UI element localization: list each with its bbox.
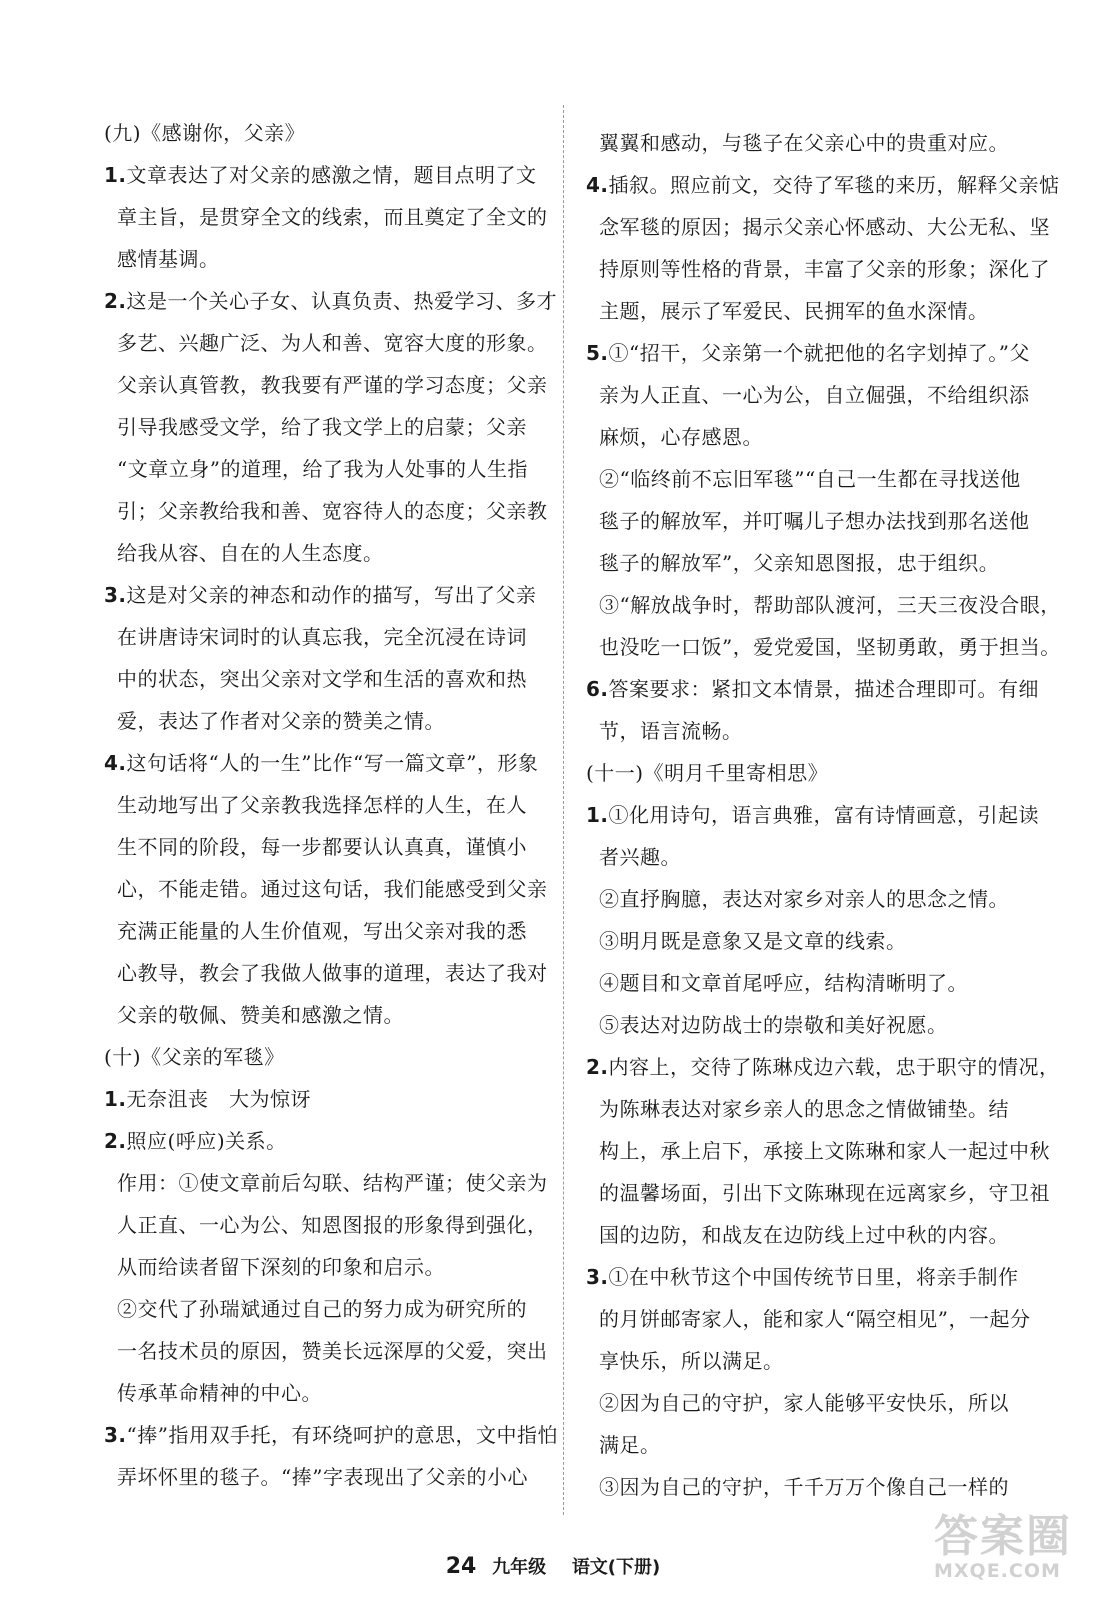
line-text: 充满正能量的人生价值观，写出父亲对我的悉: [117, 919, 527, 943]
text-line: [586, 1466, 1032, 1508]
text-line: [104, 196, 548, 238]
text-line: [104, 448, 542, 490]
text-line: [586, 794, 1040, 836]
text-line: [586, 710, 1032, 752]
text-line: [586, 122, 1032, 164]
text-line: [104, 700, 542, 742]
line-text: 念军毯的原因；揭示父亲心怀感动、大公无私、坚: [599, 215, 1050, 239]
text-line: [586, 836, 1032, 878]
text-line: [104, 280, 558, 322]
line-text: 的月饼邮寄家人，能和家人“隔空相见”，一起分: [599, 1307, 1031, 1331]
line-text: 者兴趣。: [599, 845, 681, 869]
text-line: [586, 1424, 1032, 1466]
text-line: [586, 416, 1032, 458]
grade-label: 九年级: [492, 1557, 547, 1578]
line-text: “文章立身”的道理，给了我为人处事的人生指: [117, 457, 528, 481]
line-text: 满足。: [599, 1433, 661, 1457]
text-line: [104, 1036, 542, 1078]
line-text: 传承革命精神的中心。: [117, 1381, 322, 1405]
text-line: [586, 1004, 1032, 1046]
line-text: 照应(呼应)关系。: [126, 1129, 287, 1153]
line-text: (十一)《明月千里寄相思》: [586, 761, 829, 785]
line-text: 爱，表达了作者对父亲的赞美之情。: [117, 709, 445, 733]
left-column: [104, 112, 558, 1498]
text-line: [586, 626, 1061, 668]
line-text: ②直抒胸臆，表达对家乡对亲人的思念之情。: [599, 887, 1009, 911]
line-text: 人正直、一心为公、知恩图报的形象得到强化，: [117, 1213, 548, 1237]
line-text: 答案要求：紧扣文本情景，描述合理即可。有细: [608, 677, 1040, 701]
text-line: [586, 1298, 1032, 1340]
text-line: [104, 1078, 542, 1120]
line-text: 感情基调。: [117, 247, 220, 271]
line-text: 国的边防，和战友在边防线上过中秋的内容。: [599, 1223, 1009, 1247]
item-number: 3.: [104, 1423, 127, 1447]
text-line: [104, 658, 542, 700]
text-line: [586, 962, 1032, 1004]
line-text: 毯子的解放军，并叮嘱儿子想办法找到那名送他: [599, 509, 1030, 533]
text-line: [586, 164, 1060, 206]
text-line: [104, 490, 548, 532]
text-line: [104, 910, 542, 952]
line-text: 文章表达了对父亲的感激之情，题目点明了文: [126, 163, 537, 187]
text-line: [586, 1340, 1032, 1382]
watermark-logo: [934, 1511, 1084, 1584]
line-text: ③“解放战争时，帮助部队渡河，三天三夜没合眼，: [599, 593, 1061, 617]
line-text: 亲为人正直、一心为公，自立倔强，不给组织添: [599, 383, 1030, 407]
text-line: [586, 1382, 1032, 1424]
line-text: 翼翼和感动，与毯子在父亲心中的贵重对应。: [599, 131, 1009, 155]
text-line: [586, 1130, 1050, 1172]
text-line: [104, 952, 548, 994]
text-line: [104, 1330, 548, 1372]
line-text: 持原则等性格的背景，丰富了父亲的形象；深化了: [599, 257, 1050, 281]
text-line: [104, 1456, 542, 1498]
line-text: ②“临终前不忘旧军毯”“自己一生都在寻找送他: [599, 467, 1021, 491]
text-line: [586, 332, 1032, 374]
item-number: 6.: [586, 677, 609, 701]
line-text: 父亲的敬佩、赞美和感激之情。: [117, 1003, 404, 1027]
text-line: [586, 1214, 1032, 1256]
right-column: [586, 122, 1061, 1508]
line-text: 在讲唐诗宋词时的认真忘我，完全沉浸在诗词: [117, 625, 527, 649]
subject-label: 语文(下册): [571, 1557, 661, 1578]
line-text: 的温馨场面，引出下文陈琳现在远离家乡，守卫祖: [599, 1181, 1050, 1205]
line-text: 为陈琳表达对家乡亲人的思念之情做铺垫。结: [599, 1097, 1009, 1121]
line-text: 麻烦，心存感恩。: [599, 425, 763, 449]
text-line: [104, 112, 542, 154]
line-text: 给我从容、自在的人生态度。: [117, 541, 384, 565]
line-text: 父亲认真管教，教我要有严谨的学习态度；父亲: [117, 373, 548, 397]
line-text: 心，不能走错。通过这句话，我们能感受到父亲: [117, 877, 548, 901]
item-number: 5.: [586, 341, 609, 365]
item-number: 1.: [104, 1087, 127, 1111]
text-line: [586, 1256, 1032, 1298]
text-line: [104, 1372, 542, 1414]
text-line: [104, 1162, 548, 1204]
text-line: [586, 248, 1050, 290]
text-line: [104, 1120, 542, 1162]
text-line: [104, 364, 548, 406]
line-text: 享快乐，所以满足。: [599, 1349, 784, 1373]
text-line: [586, 1046, 1060, 1088]
line-text: (九)《感谢你，父亲》: [104, 121, 306, 145]
text-line: [104, 1414, 558, 1456]
text-line: [104, 532, 542, 574]
line-text: 构上，承上启下，承接上文陈琳和家人一起过中秋: [599, 1139, 1050, 1163]
line-text: 这是一个关心子女、认真负责、热爱学习、多才: [126, 289, 558, 313]
item-number: 3.: [104, 583, 127, 607]
text-line: [586, 920, 1032, 962]
line-text: 这是对父亲的神态和动作的描写，写出了父亲: [126, 583, 537, 607]
text-line: [104, 322, 548, 364]
line-text: 多艺、兴趣广泛、为人和善、宽容大度的形象。: [117, 331, 548, 355]
line-text: 引导我感受文学，给了我文学上的启蒙；父亲: [117, 415, 527, 439]
text-line: [104, 994, 542, 1036]
line-text: ②因为自己的守护，家人能够平安快乐，所以: [599, 1391, 1009, 1415]
text-line: [586, 668, 1040, 710]
item-number: 4.: [586, 173, 609, 197]
line-text: 节，语言流畅。: [599, 719, 743, 743]
text-line: [586, 542, 1032, 584]
line-text: 章主旨，是贯穿全文的线索，而且奠定了全文的: [117, 205, 548, 229]
line-text: 主题，展示了军爱民、民拥军的鱼水深情。: [599, 299, 989, 323]
text-line: [586, 752, 1032, 794]
line-text: 一名技术员的原因，赞美长远深厚的父爱，突出: [117, 1339, 548, 1363]
line-text: ②交代了孙瑞斌通过自己的努力成为研究所的: [117, 1297, 527, 1321]
text-line: [586, 458, 1032, 500]
text-line: [104, 868, 548, 910]
text-line: [104, 1288, 542, 1330]
text-line: [586, 878, 1032, 920]
item-number: 3.: [586, 1265, 609, 1289]
item-number: 4.: [104, 751, 127, 775]
line-text: ①“招干，父亲第一个就把他的名字划掉了。”父: [608, 341, 1030, 365]
text-line: [104, 616, 542, 658]
text-line: [586, 584, 1061, 626]
line-text: ③明月既是意象又是文章的线索。: [599, 929, 907, 953]
text-line: [586, 290, 1032, 332]
line-text: 心教导，教会了我做人做事的道理，表达了我对: [117, 961, 548, 985]
item-number: 1.: [104, 163, 127, 187]
text-line: [586, 500, 1032, 542]
line-text: 引；父亲教给我和善、宽容待人的态度；父亲教: [117, 499, 548, 523]
text-line: [104, 1204, 548, 1246]
line-text: 生不同的阶段，每一步都要认认真真，谨慎小: [117, 835, 527, 859]
line-text: 这句话将“人的一生”比作“写一篇文章”，形象: [126, 751, 539, 775]
text-line: [104, 784, 542, 826]
item-number: 2.: [104, 1129, 127, 1153]
text-line: [586, 1088, 1032, 1130]
line-text: 毯子的解放军”，父亲知恩图报，忠于组织。: [599, 551, 1000, 575]
watermark-big-text: 答案圈: [934, 1511, 1072, 1562]
line-text: 无奈沮丧 大为惊讶: [126, 1087, 312, 1111]
item-number: 2.: [586, 1055, 609, 1079]
text-line: [104, 238, 542, 280]
text-line: [104, 826, 542, 868]
line-text: “捧”指用双手托，有环绕呵护的意思，文中指怕: [126, 1423, 558, 1447]
line-text: 作用：①使文章前后勾联、结构严谨；使父亲为: [117, 1171, 548, 1195]
line-text: 从而给读者留下深刻的印象和启示。: [117, 1255, 445, 1279]
line-text: 中的状态，突出父亲对文学和生活的喜欢和热: [117, 667, 527, 691]
line-text: ①在中秋节这个中国传统节日里，将亲手制作: [608, 1265, 1019, 1289]
text-line: [586, 374, 1032, 416]
line-text: 插叙。照应前文，交待了军毯的来历，解释父亲惦: [608, 173, 1060, 197]
text-line: [104, 574, 542, 616]
text-line: [104, 154, 542, 196]
page-number: 24: [445, 1554, 477, 1579]
text-line: [586, 1172, 1050, 1214]
line-text: ④题目和文章首尾呼应，结构清晰明了。: [599, 971, 968, 995]
text-line: [104, 406, 542, 448]
text-line: [586, 206, 1050, 248]
item-number: 1.: [586, 803, 609, 827]
line-text: (十)《父亲的军毯》: [104, 1045, 285, 1069]
line-text: 弄坏怀里的毯子。“捧”字表现出了父亲的小心: [117, 1465, 528, 1489]
text-line: [104, 1246, 542, 1288]
item-number: 2.: [104, 289, 127, 313]
text-line: [104, 742, 542, 784]
line-text: 内容上，交待了陈琳戍边六载，忠于职守的情况，: [608, 1055, 1060, 1079]
line-text: ③因为自己的守护，千千万万个像自己一样的: [599, 1475, 1009, 1499]
line-text: 也没吃一口饭”，爱党爱国，坚韧勇敢，勇于担当。: [599, 635, 1061, 659]
line-text: 生动地写出了父亲教我选择怎样的人生，在人: [117, 793, 527, 817]
line-text: ⑤表达对边防战士的崇敬和美好祝愿。: [599, 1013, 948, 1037]
column-divider: [563, 105, 564, 1515]
line-text: ①化用诗句，语言典雅，富有诗情画意，引起读: [608, 803, 1040, 827]
watermark-small-text: MXQE.COM: [934, 1560, 1061, 1582]
